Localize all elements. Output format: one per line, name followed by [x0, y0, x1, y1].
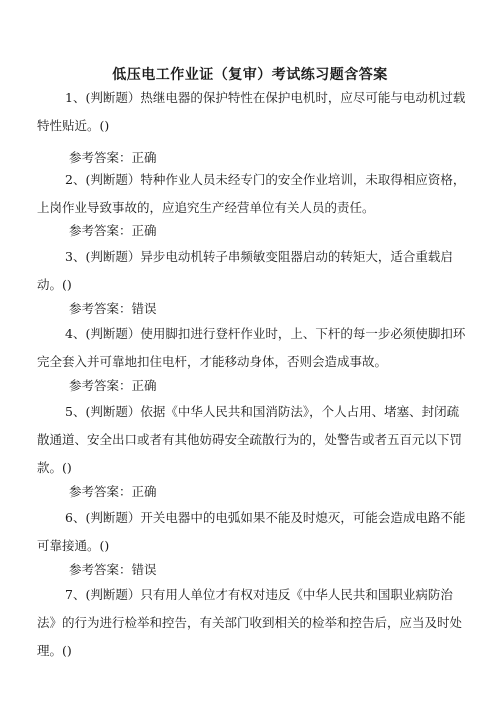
question-5: 5、(判断题）依据《中华人民共和国消防法》，个人占用、堵塞、封闭疏散通道、安全出口或者有其他妨碍安全疏散行为的，处警告或者五百元以下罚款。() [37, 404, 463, 475]
answer-5: 参考答案：正确 [69, 484, 157, 499]
answer-6: 参考答案：错误 [69, 562, 157, 577]
question-1: 1、(判断题）热继电器的保护特性在保护电机时，应尽可能与电动机过载特性贴近。() [37, 90, 466, 133]
answer-3: 参考答案：错误 [69, 301, 157, 316]
question-3: 3、(判断题）异步电动机转子串频敏变阻器启动的转矩大，适合重载启动。() [37, 249, 453, 292]
question-4: 4、(判断题）使用脚扣进行登杆作业时，上、下杆的每一步必须使脚扣环完全套入并可靠地扣住电杆，才能移动身体，否则会造成事故。 [37, 326, 466, 369]
question-7: 7、(判断题）只有用人单位才有权对违反《中华人民共和国职业病防治法》的行为进行检举和控告，有关部门收到相关的检举和控告后，应当及时处理。() [37, 587, 463, 658]
question-6: 6、(判断题）开关电器中的电弧如果不能及时熄灭，可能会造成电路不能可靠接通。() [37, 510, 466, 553]
document-title: 低压电工作业证（复审）考试练习题含答案 [112, 67, 388, 83]
answer-1: 参考答案：正确 [69, 150, 157, 165]
answer-4: 参考答案：正确 [69, 378, 157, 393]
answer-2: 参考答案：正确 [69, 223, 157, 238]
question-2: 2、(判断题）特种作业人员未经专门的安全作业培训，未取得相应资格，上岗作业导致事故的，应追究生产经营单位有关人员的责任。 [37, 172, 466, 215]
